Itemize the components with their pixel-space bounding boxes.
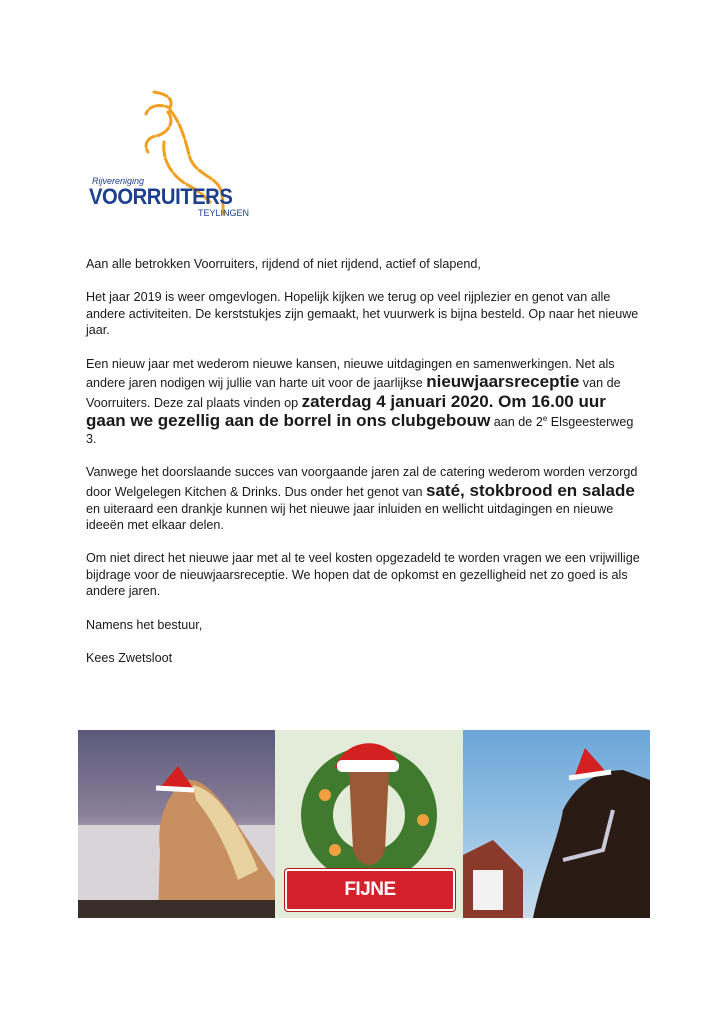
photo-christmas-wreath xyxy=(275,730,463,938)
greeting: Aan alle betrokken Voorruiters, rijdend of niet rijdend, actief of slapend, xyxy=(86,257,481,271)
superscript: e xyxy=(542,414,548,424)
letter-body xyxy=(86,256,646,683)
logo-town: TEYLINGEN xyxy=(198,208,250,218)
highlight-food: saté, stokbrood en salade xyxy=(426,480,635,500)
highlight-date: zaterdag 4 januari 2020. Om 16.00 uur gaan we gezellig aan de borrel in ons clubgebouw xyxy=(86,391,606,431)
photo-strip xyxy=(78,730,650,938)
greeting-sign: FIJNE FEESTDAGEN xyxy=(285,869,455,911)
text: Elsgeesterweg 3. xyxy=(86,415,634,447)
signature: Kees Zwetsloot xyxy=(86,650,173,665)
highlight-event: nieuwjaarsreceptie xyxy=(426,372,580,392)
text: van de Voorruiters. Deze zal plaats vinden op xyxy=(86,376,621,410)
text: en uiteraard een drankje kunnen wij het nieuwe jaar inluiden en wellicht uitdagingen en nieuwe ideeën met elkaar delen. xyxy=(86,501,614,533)
text: Vanwege het doorslaande succes van voorgaande jaren zal de catering wederom worden verzorgd door Welgelegen Kitchen & Drinks. Dus onder het genot van xyxy=(86,465,638,499)
photo-dark-horse-santa-hat xyxy=(463,730,650,918)
logo-name: VOORRUITERS xyxy=(89,184,233,209)
club-logo xyxy=(86,84,250,220)
paragraph-2 xyxy=(86,356,646,448)
logo-subtitle: Rijvereniging xyxy=(92,176,145,186)
text: Een nieuw jaar met wederom nieuwe kansen, nieuwe uitdagingen en samenwerkingen. Net als andere jaren nodigen wij jullie van harte uit voor de jaarlijkse xyxy=(86,356,615,391)
paragraph-3 xyxy=(86,464,646,533)
text: aan de 2 xyxy=(490,415,543,430)
closing: Namens het bestuur, xyxy=(86,617,203,632)
paragraph-1: Het jaar 2019 is weer omgevlogen. Hopelijk kijken we terug op veel rijplezier en genot van alle andere activiteiten. De kerststukjes zijn gemaakt, het vuurwerk is bijna besteld. Op naar het nieuwe jaar. xyxy=(86,290,639,338)
paragraph-4: Om niet direct het nieuwe jaar met al te veel kosten opgezadeld te worden vragen we een vrijwillige bijdrage voor de nieuwjaarsreceptie. We hopen dat de opkomst en gezelligheid net zo goed is als andere jaren. xyxy=(86,551,640,599)
photo-horse-santa-hat-field xyxy=(78,730,275,918)
